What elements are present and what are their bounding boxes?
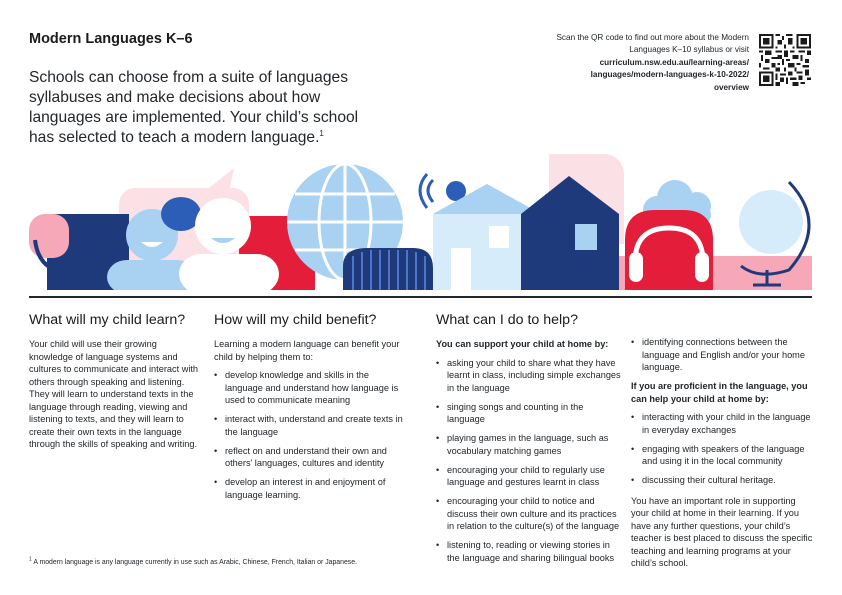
learn-column bbox=[29, 312, 201, 457]
learn-body: Your child will use their growing knowledge of language systems and cultures to communicate and interact with others through speaking and listening. They will learn to understand texts in the language through reading, viewing and listening to texts, and they will learn to create their own texts in the language through the skills of speaking and writing. bbox=[29, 339, 199, 449]
list-item: • asking your child to share what they have learnt in class, including simple exchanges in the language bbox=[436, 357, 622, 395]
list-item: • reflect on and understand their own and others’ languages, cultures and identity bbox=[214, 445, 404, 470]
qr-code-icon[interactable] bbox=[759, 34, 811, 86]
footnote-number: 1 bbox=[29, 556, 32, 563]
syllabus-link-2[interactable]: languages/modern-languages-k-10-2022/ bbox=[590, 70, 749, 80]
headphones-person-icon bbox=[625, 210, 713, 290]
benefit-heading: How will my child benefit? bbox=[214, 312, 377, 328]
list-item: • encouraging your child to regularly use language and gestures learnt in class bbox=[436, 464, 622, 489]
list-item: • develop an interest in and enjoyment of language learning. bbox=[214, 476, 404, 501]
help-column-continued bbox=[631, 336, 813, 576]
help-list-continued bbox=[631, 336, 813, 374]
help-closing: You have an important role in supporting your child at home in their learning. If you have any further questions, your child’s teacher is best placed to discuss the specific teaching and learning programs at your child’s school. bbox=[631, 495, 813, 568]
list-item: • singing songs and counting in the language bbox=[436, 401, 622, 426]
page-title: Modern Languages K–6 bbox=[29, 31, 193, 47]
list-item: • playing games in the language, such as vocabulary matching games bbox=[436, 432, 622, 457]
list-item: • encouraging your child to notice and discuss their own culture and its practices in relation to the culture(s) of the language bbox=[436, 495, 622, 533]
microphone-head-icon bbox=[29, 214, 69, 258]
list-item: • listening to, reading or viewing stories in the language and sharing bilingual books bbox=[436, 539, 622, 564]
footnote bbox=[29, 556, 357, 566]
proficient-list bbox=[631, 411, 813, 487]
help-lead-proficient: If you are proficient in the language, you can help your child at home by: bbox=[631, 381, 808, 404]
microphone-pole bbox=[66, 270, 70, 290]
help-heading: What can I do to help? bbox=[436, 312, 578, 328]
benefit-list bbox=[214, 369, 404, 501]
navy-striped-shape bbox=[343, 248, 433, 290]
benefit-column bbox=[214, 312, 404, 508]
qr-caption bbox=[534, 32, 749, 94]
list-item: • engaging with speakers of the language and using it in the local community bbox=[631, 443, 813, 468]
footnote-marker: 1 bbox=[319, 128, 324, 138]
list-item: • interacting with your child in the language in everyday exchanges bbox=[631, 411, 813, 436]
footnote-text: A modern language is any language currently in use such as Arabic, Chinese, French, Italian or Japanese. bbox=[33, 559, 357, 566]
list-item: • discussing their cultural heritage. bbox=[631, 474, 813, 487]
list-item: • interact with, understand and create texts in the language bbox=[214, 413, 404, 438]
help-list bbox=[436, 357, 622, 565]
pale-moon-circle bbox=[739, 190, 803, 254]
navy-speech-bubble bbox=[161, 197, 201, 231]
hero-illustration bbox=[29, 144, 812, 290]
benefit-intro: Learning a modern language can benefit your child by helping them to: bbox=[214, 339, 400, 362]
list-item: • identifying connections between the language and English and/or your home language. bbox=[631, 336, 813, 374]
syllabus-link-1[interactable]: curriculum.nsw.edu.au/learning-areas/ bbox=[599, 57, 749, 67]
help-column bbox=[436, 312, 622, 571]
child-head-white bbox=[195, 198, 251, 254]
list-item: • develop knowledge and skills in the language and understand how language is used to communicate meaning bbox=[214, 369, 404, 407]
help-lead: You can support your child at home by: bbox=[436, 339, 609, 349]
wifi-signal-icon bbox=[420, 174, 433, 208]
syllabus-link-3[interactable]: overview bbox=[713, 82, 749, 92]
section-divider bbox=[29, 296, 812, 298]
intro-text: Schools can choose from a suite of languages syllabuses and make decisions about how languages are implemented. Your child’s school has selected to teach a modern language. bbox=[29, 69, 359, 146]
intro-paragraph bbox=[29, 68, 359, 148]
qr-instruction: Scan the QR code to find out more about the Modern Languages K–10 syllabus or visit bbox=[556, 33, 749, 55]
child-body-white bbox=[179, 254, 279, 290]
learn-heading: What will my child learn? bbox=[29, 312, 186, 328]
